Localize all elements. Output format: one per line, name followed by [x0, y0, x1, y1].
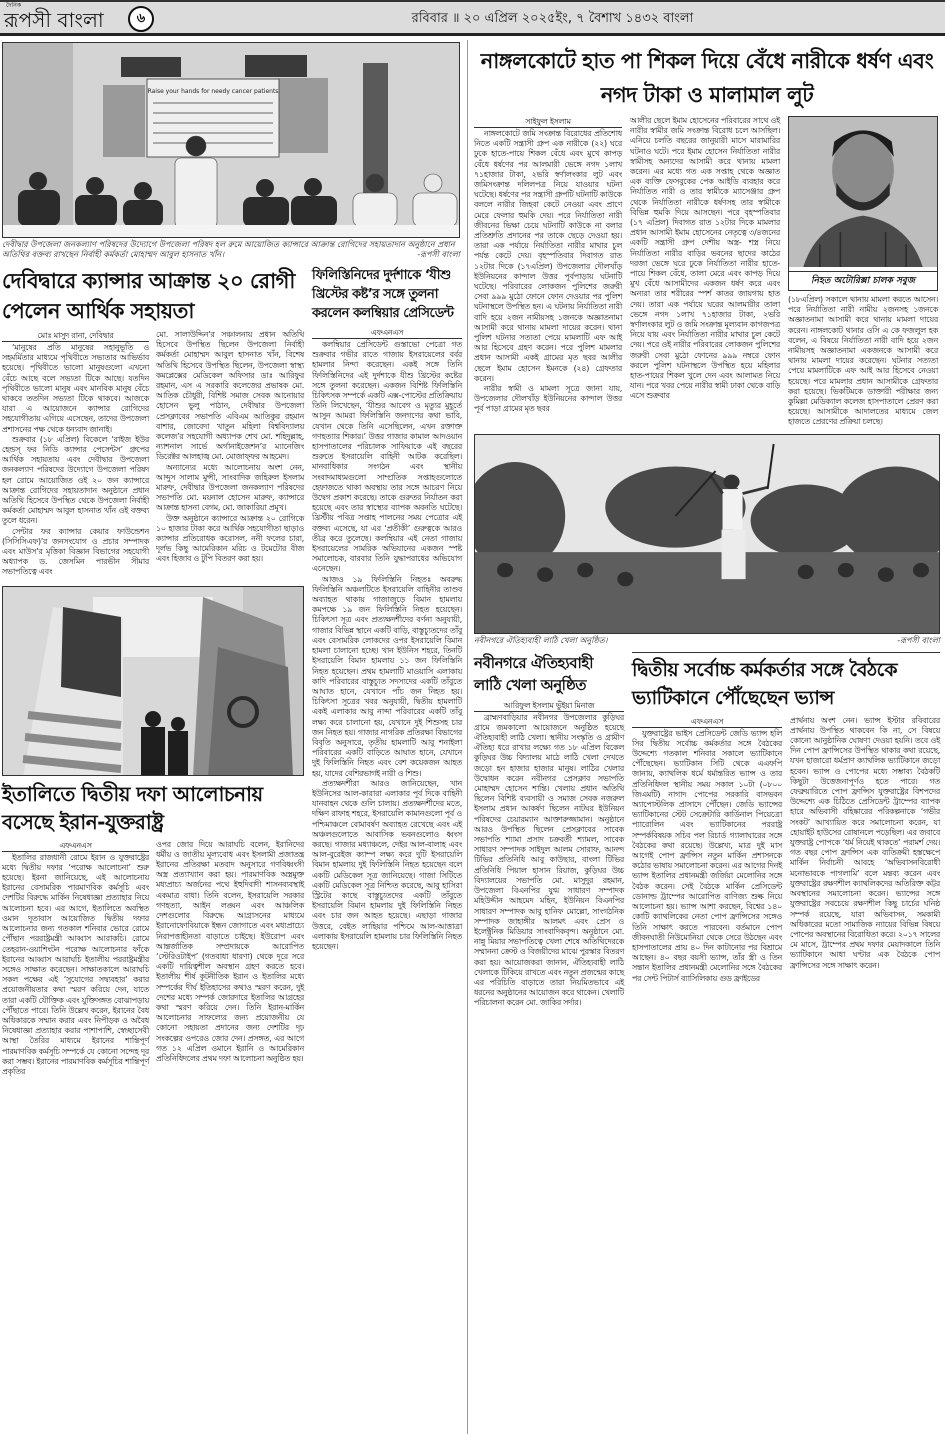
column-divider	[467, 40, 468, 1434]
date-line: রবিবার ॥ ২০ এপ্রিল ২০২৫ইং, ৭ বৈশাখ ১৪৩২ বাংলা	[411, 11, 694, 26]
victim-photo-caption: নিহত অটোরিক্সা চালক সবুজ	[789, 271, 937, 290]
wall-sign-left	[121, 57, 181, 77]
iran-column-1	[2, 840, 149, 1077]
iran-paragraph: ওপর জোর দিয়ে আরাঘচি বলেন, ইরানিদের ধর্মীয় ও জাতীয় মূল্যবোধ এবং ইসলামী প্রজাতন্ত্র ইরানের প্রতিরক্ষা মতবাদ অনুসারে গণবিধ্বংসী অস্ত্র প্রত্যাখ্যান করা হয়। পারমাণবিক অস্ত্রমুক্ত মধ্যপ্রাচ্য অর্জনের পথে ইহুদিবাদী শাসনব্যবস্থাই একমাত্র বাধা। তিনি বলেন, ইসরায়েলি সরকার গণহত্যা, আইন লঙ্ঘন এবং আঞ্চলিক দেশগুলোর বিরুদ্ধে আগ্রাসনের মাধ্যমে ইরানোফোবিয়াকে ইন্ধন জোগাতে এবং মধ্যপ্রাচ্যে নিরাপত্তাহীনতা বাড়াতে চাইছে। ইউরোপ এবং আন্তর্জাতিক সম্প্রদায়কে আরোপিত ‘স্টেরিওটাইপ’ (গতবাধা ধারণা) থেকে দূরে সরে একটি দায়িত্বশীল অবস্থান গ্রহণ করতে হবে। ইতালীয় শীর্ষ কূটনীতিক ইরান ও ইতালির মধ্যে সম্পর্কের দীর্ঘ ইতিহাসের কথাও স্মরণ করেন, দুই দেশের মধ্যে সম্পর্ক জোরদারে ইতালির আগ্রহের কথা স্মরণ করিয়ে দেন। তিনি ইরান-মার্কিন আলোচনার সাফল্যের জন্য প্রয়োজনীয় যে কোনো সহায়তা প্রদানের জন্য দেশটির দৃঢ় সংকল্পের ওপরেও জোর দেন। প্রসঙ্গত, এর আগে গত ১২ এপ্রিল ওমানে ইরানি ও আমেরিকান প্রতিনিধিদলের প্রথম দফা আলোচনা অনুষ্ঠিত হয়।	[156, 839, 304, 1063]
palestine-headline: ফিলিস্তিনিদের দুর্দশাকে ‘যীশু খ্রিস্টের কষ্ট’র সঙ্গে তুলনা করলেন কলম্বিয়ার প্রেসিডেন্ট	[312, 268, 454, 321]
vance-byline: এফএনএস	[632, 716, 782, 728]
palestine-paragraph: প্রত্যক্ষদর্শীরা আরও জানিয়েছেন, খান ইউনিসের আল-কারারা এলাকার পূর্ব দিকে বাহিনী যানবাহন থেকে গুলি চালায়। প্রত্যক্ষদর্শীদের মতে, দক্ষিণ রাফাহ শহরে, ইসরায়েলি কামানগুলো পূর্ব ও পশ্চিমাঞ্চলে বোমাবর্ষণ অব্যাহত রেখেছে এবং এই অঞ্চলগুলোতে আবাসিক ভবনগুলোও ধ্বংস করছে। গাজার মধ্যাঞ্চলে, দেইর আল-বালাহ এবং আল-বুরেইজ ক্যাম্প লক্ষ্য করে দুটি ইসরায়েলি বিমান হামলায় দুই ফিলিস্তিনি নিহত হয়েছেন বলে একটি মেডিকেল সূত্র জানিয়েছে। গাজা সিটিতে একটি মেডিকেল সূত্র নিশ্চিত করেছে, আবু হাসিরা স্ট্রিটের কাছে বাস্তুচ্যুতদের একটি তাঁবুতে ইসরায়েলি বিমান হামলায় দুই ফিলিস্তিনি নিহত এবং চার জন আহত হয়েছে। এছাড়া গাজার উত্তরে, বেইত লাহিয়ার পশ্চিমে আল-আত্তাত্রা এলাকায় ইসরায়েলি হামলায় চার ফিলিস্তিনি নিহত হয়েছেন।	[312, 778, 462, 951]
nangalkot-paragraph: নাঙ্গলকোটে জমি সংক্রান্ত বিরোধের প্রতিশোধ নিতে একটি সন্ত্রাসী গ্রুপ এক নারীকে (২২) ঘরে ঢুকে হাতে-পায়ে শিকল বেঁধে এবং মুখে কাপড় বেঁধে ধর্ষণের পর আলমারী ভেঙ্গে নগদ ১লাখ ৭১হাজার টাকা, ২ভরি স্বর্ণালংকার লুট এবং জমিসংক্রান্ত দলিলপত্র নিয়ে যাওয়ার ঘটনা ঘটেছে। ধর্ষণের পর সন্ত্রাসী গ্রুপটি ঘটনাটি কাউকে বললে নারীর জিহবা কেটে নেওয়া এবং প্রাণে মেরে ফেলার হুমকি দেয়। পরে নির্যাতিতা নারী জীবনের ভিক্ষা চেয়ে ঘটনাটি কাউকে না বলার প্রতিশ্রুতি প্রদানের পর তাকে ছেড়ে দেওয়া হয়। তারা এক পর্যায়ে নির্যাতিতা নারীর মাথার চুল পর্যন্ত কেটে দেয়। বৃহস্পতিবার দিবাগত রাত ১২টার দিকে (১৭এপ্রিল) উপজেলার দৌলখাঁড় ইউনিয়নের কান্দাল উত্তর পূর্বপাড়ায় ঘটনাটি ঘটেছে। পরিবারের লোকজন পুলিশের জরুরী সেবা ৯৯৯ মুঠো ফোনে ফোন দেওয়ার পর পুলিশ ঘটনাস্থলে উপস্থিত হন। এ ঘটনায় নির্যাতিতা নারী বাদি হয়ে ২জন নামীয়সহ ১জনকে অজ্ঞাতনামা আসামী করে থানায় মামলা দায়ের করেন। থানা পুলিশ ঘটনার সত্যতা পেয়ে মামলাটি এফ আই আর হিসেবে গ্রহণ করেন। পরে পুলিশ মামলার প্রধান আসামী একই গ্রামের মৃত ছবর আলীর ছেলে ইমাম হোসেন ইমনকে (২৪) গ্রেফতার করেন।	[474, 129, 622, 383]
cancer-headline: দেবিদ্বারে ক্যান্সার আক্রান্ত ২০ রোগী পেলেন আর্থিক সহায়তা	[2, 269, 295, 323]
left-body-row	[2, 266, 462, 1077]
vance-paragraph: প্রার্থনায় অংশ নেন। ভ্যান্স ইস্টার রবিবারের প্রার্থনায় উপস্থিত থাকবেন কি না, সে বিষয়ে কোনো আনুষ্ঠানিক ঘোষণা দেওয়া হয়নি। তবে ওই দিন পোপ ফ্রান্সিসের উপস্থিত থাকার কথা রয়েছে, যখন হাজারো ধর্মপ্রাণ ক্যাথলিক ভ্যাটিকানে জড়ো হবেন। ভ্যান্স ও পোপের মধ্যে সম্ভাব্য বৈঠকটি কিছুটা উত্তেজনাপূর্ণও হতে পারে। গত ফেব্রুয়ারিতে পোপ ফ্রান্সিস যুক্তরাষ্ট্রের বিশপদের উদ্দেশ্যে এক চিঠিতে প্রেসিডেন্ট ট্রাম্পের ব্যাপক হারে অভিবাসী বহিষ্কারের পরিকল্পনাকে ‘গভীর সংকট’ আখ্যায়িত করে সমালোচনা করেন, যা হোয়াইট হাউসের রোষানলে পড়েছিল। এর জবাবে যুক্তরাষ্ট্র পোপকে ‘ধর্ম নিয়েই থাকতে’ পরামর্শ দেয়। গত বছর পোপ ফ্রান্সিস এক ব্যতিক্রমী হস্তক্ষেপে মার্কিন নির্বাচনী আবহে ‘অভিবাসনবিরোধী মনোভাবকে পাগলামি’ বলে মন্তব্য করেন এবং যুক্তরাষ্ট্রের রক্ষণশীল ক্যাথলিকদের অতিরিক্ত কট্টর অবস্থানের সমালোচনা করেন। ভ্যান্সের সঙ্গে যুক্তরাষ্ট্রের সবচেয়ে রক্ষণশীল কিছু চার্চের ঘনিষ্ঠ সম্পর্ক রয়েছে, যারা অভিবাসন, সমকামী অধিকারের মতো সামাজিক ন্যায়ের বিভিন্ন বিষয়ে পোপের অবস্থানের বিরোধিতা করে। ২০১৭ সালের মে মাসে, ট্রাম্পের প্রথম দফার মেয়াদকালে তিনি ভ্যাটিকানে আধা ঘণ্টার এক বৈঠকে পোপ ফ্রান্সিসের সঙ্গে সাক্ষাৎ করেন।	[790, 715, 940, 970]
nangalkot-paragraph: নারীর স্বামী ও মামলা সূত্রে জানা যায়, উপজেলার দৌলখাঁড় ইউনিয়নের কান্দাল উত্তর পূর্ব পাড়া গ্রামের মৃত ছবর	[474, 384, 622, 414]
wall-sign-right	[245, 55, 307, 77]
cancer-event-photo	[2, 42, 460, 238]
meeting-scene-illustration	[3, 43, 460, 238]
lathi-photo-caption	[474, 636, 940, 646]
caption-text: নবীনগরে ঐতিহ্যবাহী লাঠি খেলা অনুষ্ঠিত।	[474, 635, 608, 645]
iran-paragraph: ইতালির রাজধানী রোমে ইরান ও যুক্তরাষ্ট্রের মধ্যে দ্বিতীয় দফার ‘পরোক্ষ আলোচনা’ শুরু হয়েছে। ইরনা জানিয়েছে, এই আলোচনায় ইরানের বেসামরিক পারমাণবিক কর্মসূচি এবং দেশটির বিরুদ্ধে মার্কিন নিষেধাজ্ঞা প্রত্যাহার নিয়ে আলোচনা হবে। এর আগে, ইতালিতে অবস্থিত ওমান দূতাবাস আয়োজিত দ্বিতীয় দফার আলোচনার জন্য গতকাল শনিবার ভোরে রোমে পৌঁছান পররাষ্ট্রমন্ত্রী আব্বাস আরাকচি। রোমে তেহরান-ওয়াশিংটন পরোক্ষ আলোচনার ফাঁকে ইরানের আব্বাস আরাঘচি ইতালীয় পররাষ্ট্রমন্ত্রীর সঙ্গেও সাক্ষাত করেছেন। সাক্ষাতকালে আরাঘচি সকল পক্ষের এই ‘সুযোগের সদ্ব্যবহার’ করার প্রয়োজনীয়তার কথা স্মরণ করিয়ে দেন, যাতে তারা একটি যৌক্তিক এবং যুক্তিসঙ্গত বোঝাপড়ায় পৌঁছাতে পারে। তিনি উল্লেখ করেন, ইরানের বৈধ অধিকারকে সম্মান করার এবং নিপীড়ক ও অবৈধ নিষেধাজ্ঞা প্রত্যাহার করার পাশাপাশি, স্বেচ্ছাসেবী আস্থা তৈরির মাধ্যমে ইরানের শান্তিপূর্ণ পারমাণবিক কর্মসূচি সম্পর্কে যে কোনো সন্দেহ দূর করা সম্ভব। ইরানের পারমাণবিক কর্মসূচির শান্তিপূর্ণ প্রকৃতির	[2, 852, 149, 1076]
lathi-khela-photo	[474, 434, 940, 634]
palestine-column	[312, 327, 462, 952]
victim-photo	[788, 116, 938, 291]
paper-logo: রূপসী বাংলা	[4, 8, 104, 32]
cancer-photo-caption	[2, 240, 460, 260]
nangalkot-column-3	[788, 295, 938, 428]
lathi-column	[474, 700, 624, 1009]
nangalkot-paragraph: (১৮এপ্রিল) সকালে থানায় মামলা করতে আসেন। পরে নির্যাতিতা নারী নামীয় ২জনসহ ১জনকে অজ্ঞাতনামা আসামী করে থানায় মামলা দায়ের করেন। নাঙ্গলকোট থানার ওসি এ কে ফজলুল হক বলেন, এ বিষয়ে নির্যাতিতা নারী বাদি হয়ে ২জন নামীয়সহ অজ্ঞাতনামা একজনকে আসামী করে থানায় মামলা দায়ের করেছেন। ঘটনার সত্যতা পেয়ে মামলাটিকে এফ আই আর হিসেবে নেওয়া হয়েছে। পরে মামলার প্রধান আসামীকে গ্রেফতার করা হয়েছে। ভিকটিমকে ডাক্তারী পরীক্ষার জন্য কুমিল্লা মেডিক্যাল কলেজ হাসপাতালে প্রেরণ করা হয়েছে। আসামীকে আদালতের মাধ্যমে জেল হাজতে প্রেরণের প্রক্রিয়া চলছে।	[788, 295, 938, 427]
page-number-badge: ৬	[128, 6, 154, 32]
lathi-byline: আরিফুল ইসলাম ভুঁইয়া মিনাজ	[474, 700, 624, 712]
vance-headline: দ্বিতীয় সর্বোচ্চ কর্মকর্তার সঙ্গে বৈঠকে ভ্যাটিকানে পৌঁছেছেন ভ্যান্স	[632, 658, 898, 709]
iran-headline: ইতালিতে দ্বিতীয় দফা আলোচনায় বসেছে ইরান-যুক্তরাষ্ট্র	[2, 781, 263, 834]
left-stack	[2, 266, 304, 1077]
palestine-paragraph: আজও ১৯ ফিলিস্তিনি নিহতঃ অবরুদ্ধ ফিলিস্তিনি অঞ্চলটিতে ইসরায়েলি বাহিনীর তাণ্ডব অব্যাহত থাকায় গাজাজুড়ে বিমান হামলায় কমপক্ষে ১৯ জন ফিলিস্তিনি নিহত হয়েছেন। চিকিৎসা সূত্র এবং প্রত্যক্ষদর্শীদের বর্ণনা অনুযায়ী, গাজার বিভিন্ন স্থানে একটি বাড়ি, বাস্তুচ্যুতদের তাঁবু এবং বেসামরিক লোকদের ওপর ইসরায়েলি বিমান হামলা চালানো হচ্ছে। খান ইউনিস শহরে, তিনটি ইসরায়েলি বিমান হামলায় ১১ জন ফিলিস্তিনি নিহত হয়েছেন। প্রথম হামলাটি মাওয়াসি এলাকায় কাদি পরিবারের বাস্তুচ্যুত সদস্যদের একটি তাঁবুতে আঘাত হানে, যেখানে পাঁচ জন নিহত হয়। চিকিৎসা সূত্রের খবর অনুযায়ী, দ্বিতীয় হামলাটি একই এলাকার আবু নাব্দা পরিবারের একটি তাঁবু লক্ষ্য করে চালানো হয়, যেখানে দুই শিশুসহ চার জন নিহত হয়। গাজার নাগরিক প্রতিরক্ষা বিভাগের বিবৃতি অনুসারে, তৃতীয় হামলাটি আবু শনাইলা পরিবারের একটি বাড়িতে আঘাত হানে, যেখানে দুই ফিলিস্তিনি নিহত এবং বেশ কয়েকজন আহত হয়, যাদের বেশিরভাগই নারী ও শিশু।	[312, 574, 462, 778]
vance-paragraph: যুক্তরাষ্ট্রের ভাইস প্রেসিডেন্ট জেডি ভ্যান্স হলি সির দ্বিতীয় সর্বোচ্চ কর্মকর্তার সঙ্গে বৈঠকের উদ্দেশ্যে গতকাল শনিবার সকালে ভ্যাটিকানে পৌঁছেছেন। ভ্যাটিকান সিটি থেকে এএফপি জানায়, ক্যাথলিক ধর্মে ধর্মান্তরিত ভ্যান্স ও তার প্রতিনিধিদল স্থানীয় সময় সকাল ১০টা (০৮০০ জিএমটি) নাগাদ পোপের সরকারি বাসভবন অ্যাপোস্টলিক প্রাসাদে পৌঁছেন। জেডি ভ্যান্সের ভ্যাটিকানের স্টেট সেক্রেটারি কার্ডিনাল পিয়েত্রো প্যারোলিন এবং ভ্যাটিকানের পররাষ্ট্র সম্পর্কবিষয়ক সচিব পল রিচার্ড গ্যালাঘারের সঙ্গে বৈঠকের কথা রয়েছে। উল্লেখ্য, মাত্র দুই মাস আগেই পোপ ফ্রান্সিস নতুন মার্কিন প্রশাসনকে কঠোর ভাষায় সমালোচনা করেন। এর আগের দিনই ভ্যান্স ইতালির প্রধানমন্ত্রী জর্জিয়া মেলোনির সঙ্গে বৈঠক করেন। সেই বৈঠকে মার্কিন প্রেসিডেন্ট ডোনাল্ড ট্রাম্পের আরোপিত বাণিজ্য শুল্ক নিয়ে আলোচনা হয়। ভ্যান্স আশা করছেন, বিশ্বের ১৪০ কোটি ক্যাথলিকের নেতা পোপ ফ্রান্সিসের সঙ্গেও তিনি সাক্ষাৎ করতে পারবেন। বর্তমানে পোপ জীবনঘাতী নিউমোনিয়া থেকে সেরে উঠছেন এবং হাসপাতালের প্রায় ৪০ দিন কাটানোর পর বিশ্রামে আছেন। ৪০ বছর বয়সী ভ্যান্স, তাঁর স্ত্রী ও তিন সন্তান ইতালির প্রধানমন্ত্রী মেলোনির সঙ্গে বৈঠকের পর সেন্ট পিটার্স ব্যাসিলিকায় গুড ফ্রাইডের	[632, 728, 782, 983]
nangalkot-paragraph: আলীর ছেলে ইমাম হোসেনের পরিবারের সাথে ওই নারীর স্বামীর জমি সংক্রান্ত বিরোধ চলে আসছিল। এনিয়ে চলতি বছরের জানুয়ারী মাসে মারামারির ঘটনাও ঘটে। পরে ইমাম হোসেন নির্যাতিতা নারীর স্বামীসহ অন্যদের আসামী করে থানায় মামলা করেন। এর মধ্যে গত এক সপ্তাহ থেকে অজ্ঞাত এক ব্যক্তি ফেসবুকের পেক আইডি ব্যবহার করে নির্যাতিত নারী ও তার স্বামীকে ম্যাসেঞ্জার গ্রুপ থেকে নির্যাতিতা নারীকে ধর্ষণসহ তার স্বামীকে বিভিন্ন হুমকি দিয়ে আসছেন। পরে বৃহস্পতিবার (১৭ এপ্রিল) দিবাগত রাত ১২টার দিকে মামলার প্রধান আসামী ইমাম হোসেনের নেতৃত্বে ৩/৪জনের একটি সন্ত্রাসী গ্রুপ দেশীয় অস্ত্র- শস্ত্র নিয়ে নির্যাতিতা নারীর বাড়ির ভবনের ছাদের কাঠের দরজা ভেঙ্গে ঘরে ঢুকে নির্যাতিতা নারীর হাতে-পায়ে শিকল বেঁধে, তালা মেরে এবং কাপড় দিয়ে মুখ বেঁধে আসামীদের একজন ধর্ষণ করে এবং অন্যরা তার শরীরের স্পর্শ কাতর জায়গায় হাত দেয়। তারা এক পর্যায়ে ঘরের আলমারীর তালা ভেঙ্গে নগদ ১লাখ ৭১হাজার টাকা, ২ভরি স্বর্ণালংকার লুট ও জমি সংক্রান্ত মূল্যবান কাগজপত্র নিয়ে যায় এবং নির্যাতিতা নারীর মাথার চুল কেটে দেয়। পরে ওই নারীর পরিবারের লোকজন পুলিশের জরুরী সেবা মুঠো ফোনের ৯৯৯ নম্বরে ফোন করলে পুলিশ ঘটনাস্থলে উপস্থিত হয়ে মহিলার হাত-পায়ের শিকল খুলে দেন এবং আলামত নিয়ে যান। পরে খবর পেয়ে নারীর স্বামী ঢাকা থেকে বাড়ি এসে শুক্রবার	[630, 116, 780, 401]
cancer-column-1	[2, 330, 149, 578]
nangalkot-column-2	[630, 116, 780, 402]
left-half	[2, 42, 462, 1077]
cancer-paragraph: ‘মানুষের প্রতি মানুষের সহানুভূতি ও সহমর্মিতার মাধ্যমে পৃথিবীতে সভ্যতার আভির্ভাব হয়েছে। পৃথিবীতে ভালো মানুষগুলো এখনো বেঁচে আছে বলে সভ্যতা টিকে আছে। যতদিন পৃথিবীতে ভালো মানুষ এবং মানবিক মানুষ বেঁচে থাকবে ততদিন সভ্যতা টিকে থাকবে। আজকে যারা এ আয়োজনে ক্যান্সার রোগিদের সহযোগীতায় এগিয়ে এসেছেন, তাদের উপজেলা প্রশাসনের পক্ষ থেকে ধন্যবাদ জানাই।	[2, 343, 149, 434]
lathi-paragraph: ব্রাহ্মণবাড়িয়ার নবীনগর উপজেলার কুড়িঘর গ্রামে জমকালো আয়োজনে অনুষ্ঠিত হয়েছে ঐতিহ্যবাহী লাঠি খেলা। স্থানীয় সংস্কৃতি ও গ্রামীণ ঐতিহ্য ধরে রাখার লক্ষ্যে গত ১৮ এপ্রিল বিকেল কুড়িঘর উচ্চ বিদ্যালয় মাঠে লাঠি খেলা দেখতে জড়ো হন হাজার হাজার মানুষ। লাঠির খেলার উদ্বোধন করেন নবীনগর প্রেসক্লাব সভাপতি মোহাম্মদ হোসেন শান্তি। খেলায় প্রধান অতিথি ছিলেন বিশিষ্ট ব্যবসায়ী ও সমাজ সেবক নজরুল ইসলাম প্রধান আকর্ষণ ছিলেন নাটঘর ইউনিয়ন পরিষদের চেয়ারম্যান আক্তারুজ্জামান। অনুষ্ঠানে আরও উপস্থিত ছিলেন প্রেসক্লাবের সাবেক সভাপতি শ্যামা প্রসাদ চক্রবর্তী শ্যামল, সাবেক সাধারণ সম্পাদক সাইদুল আলম সোরাফ, আনন্দ টিভির প্রতিনিধি আবু কাউছার, বাংলা টিভির প্রতিনিধি পিয়াল হাসান রিয়াজ, কুড়িঘর উচ্চ বিদ্যালয়ের সভাপতি মো. মাসুদুর রহমান, উপজেলা বিএনপির যুগ্ম সাধারণ সম্পাদক মহিউদ্দীন আহমেদ মহিন, ইউনিয়ন বিএনপির সাধারণ সম্পাদক আবু হানিফ মোল্লো, সাংগঠনিক সম্পাদক জাহাঙ্গীর আলমৎ এবং প্রেস ও ইলেক্ট্রনিক মিডিয়ার সাংবাদিকবৃন্দ। অনুষ্ঠানে মো. নান্নু মিয়ার সভাপতিত্বে খেলা শেষে অতিথিদেরকে সম্মাননা ক্রেস্ট ও বিজয়ীদের মাঝে পুরস্কার বিতরণ করা হয়। আয়োজকরা জানান, ঐতিহ্যবাহী লাঠি খেলাকে টিকিয়ে রাখতে এবং নতুন প্রজন্মের কাছে এর পরিচিতি বাড়াতে তারা নিয়মিতভাবে এই ধরনের অনুষ্ঠানের আয়োজন করে থাকেন। খেলাটি পরিচালনা করেন মো. জাকির সর্দার।	[474, 712, 624, 1008]
cancer-paragraph: অন্যান্যের মধ্যে আলোচনায় অংশ নেন, আব্দুস সালাম মুন্সী, সাংবাদিক জহিরুল ইসলাম মারুফ, দেবীদ্বার উপজেলা জনকল্যাণ পরিষদের সভাপতি মো. ময়নাল হোসেন মারুফ, ক্যান্সারে আক্রান্ত হাসনা বেগম, মো. জাকারিয়া প্রমূখ।	[156, 462, 304, 513]
masthead	[0, 0, 945, 36]
nangalkot-column-1	[474, 116, 622, 415]
lathi-headline: নবীনগরে ঐতিহ্যবাহী লাঠি খেলা অনুষ্ঠিত	[474, 653, 594, 694]
banner-text: Raise your hands for needy cancer patients	[147, 88, 279, 95]
iran-body	[2, 840, 304, 1077]
bottom-right-row	[474, 652, 940, 1009]
vance-column-2	[790, 716, 940, 971]
vance-column-1	[632, 716, 782, 984]
nangalkot-right-stack	[788, 116, 940, 428]
caption-text: দেবীদ্বার উপজেলা জনকল্যাণ পরিষদের উদ্যোগে উপজেলা পরিষদ হল রুমে আয়োজিত ক্যান্সারে আক্রান্ত রোগিদের সহায়তাদান অনুষ্ঠানে প্রধান অতিথির বক্তব্য রাখছেন নির্বাহী কর্মকর্তা মোহাম্মদ আবুল হাসনাত খাঁন।	[2, 240, 455, 259]
nangalkot-headline: নাঙ্গলকোটে হাত পা শিকল দিয়ে বেঁধে নারীকে ধর্ষণ এবং নগদ টাকা ও মালামাল লুট	[480, 49, 934, 107]
palestine-paragraph: কলম্বিয়ার প্রেসিডেন্ট গুস্তাভো পেত্রো গত শুক্রবার গভীর রাতে গাজায় ইসরায়েলের বর্বর হামলার নিন্দা করেছেন। একই সঙ্গে তিনি ফিলিস্তিনিদের এই দুর্দশাকে যীশু খ্রিস্টের কষ্টের সঙ্গে তুলনা করেছেন। একজন বিশিষ্ট ফিলিস্তিনি চিকিৎসক সম্পর্কে একটি এক্স-পোস্টের প্রতিক্রিয়ায় তিনি লিখেছেন, ‘যীশুর আবেগ ও মৃত্যুর মুহূর্তে আসুন আমরা ফিলিস্তিনি জনগণের কথা ভাবি, যেখান থেকে তিনি এসেছিলেন, এখন রক্তাক্ত গণহত্যার শিকার।’ উত্তর গাজার কামাল আদওয়ান হাসপাতালের পরিচালক সাফিয়াকে এই বছরের শুরুতে ইসরায়েলি বাহিনী আটক করেছিল। মানবাধিকার সংগঠন এবং স্থানীয় সংবাদমাধ্যমগুলো সাম্প্রতিক সপ্তাহগুলোতে হেফাজতে থাকা অবস্থায় তার সঙ্গে আচরণ নিয়ে উদ্বেগ প্রকাশ করেছে। তাকে গুরুতর নির্যাতন করা হয়েছে এবং তার স্বাস্থ্যের ব্যাপক অবনতি ঘটেছে। খ্রিস্টীয় পবিত্র সপ্তাহ পালনের সময় পেত্রোর এই বক্তব্য এসেছে, যা এর ‘প্রতীকী’ গুরুত্বকে আরও তীব্র করে তুলেছে। কলম্বিয়ার এই নেতা গাজায় ইসরায়েলের সামরিক অভিযানের একজন স্পষ্ট সমালোচক, বারবার তিনি যুদ্ধাপরাধের অভিযোগ এনেছেন।	[312, 340, 462, 574]
cancer-byline: মোঃ মাসুদ রানা, দেবিদ্বার	[2, 330, 149, 342]
cancer-paragraph: মো. সালাউদ্দিন’র সঞ্চালনায় প্রধান অতিথি হিসেবে উপস্থিত ছিলেন উপজেলা নির্বাহী কর্মকর্তা মোহাম্মদ আবুল হাসনাত খাঁন, বিশেষ অতিথি হিসেবে উপস্থিত ছিলেন, উপজেলা স্বাস্থ্য কমপ্লেক্সের মেডিকেল অফিসার ডাঃ আরিফুর রহমান, এস এ সরকারি কলেজের প্রভাষক মো. আতিক চৌধুরী, বিশিষ্ট সমাজ সেবক আনোয়ার হোসেন ভুলু পাঠান, দেবীদ্বার উপজেলা প্রেসক্লাবের সভাপতি এবিএম আতিকুর রহমান বাশার, জোবেদা খাতুন মহিলা বিশ্ববিদ্যালয় কলেজ’র সহযোগী অধ্যাপক শেখ মো. শহিদুল্লাহ, ন্যাশনাল সার্ভে অর্গানাইজেশন’র ম্যানেজিং ডিরেক্টর আলহাজ্ব মো. মোজাফ্ফর আহমেদ।	[156, 330, 304, 462]
cancer-body	[2, 330, 304, 578]
iran-talks-photo	[2, 586, 304, 776]
nangalkot-byline: সাইফুল ইসলাম	[474, 116, 622, 128]
nangalkot-body	[474, 116, 940, 428]
right-half	[474, 44, 940, 1009]
palestine-stack	[312, 266, 462, 952]
iran-column-2	[156, 840, 304, 1064]
iran-byline: এফএনএস	[2, 840, 149, 852]
palestine-byline: এফএনএস	[312, 327, 462, 339]
cancer-paragraph: সেন্টার ফর ক্যান্সার কেয়ার ফাউন্ডেশন (সিসিসিএফ)’র জনসংযোগ ও প্রচার সম্পাদক এবং মাউস’র মৃত্তিকা বিজ্ঞান বিভাগের সহযোগী অধ্যাপক ড. জেসমিন পারভীন সীমার সভাপতিত্বে এবং	[2, 526, 149, 577]
stick-fighting-illustration	[475, 435, 940, 634]
cancer-paragraph: উক্ত অনুষ্ঠানে ক্যান্সারে আক্রান্ত ২০ রোগিকে ১০ হাজার টাকা করে আর্থিক সহযোগীতা ছাড়াও ক্যান্সার প্রতিরোধক করোসল, ননী ফলের চারা, দূর্লভ কিছু আমেরিকান মরিচ ও টমেটোর বীজ এবং হিজাব ও টুপি বিতরণ করা হয়।	[156, 513, 304, 564]
vance-stack	[632, 652, 940, 984]
cancer-column-2	[156, 330, 304, 565]
photo-credit: -রূপসী বাংলা	[417, 250, 460, 259]
flags-illustration	[3, 587, 304, 776]
cancer-paragraph: শুক্রবার (১৮ এপ্রিল) বিকেলে ‘রাইজ ইউর হেন্ডস্ ফর নিডি ক্যান্সার পেসেন্টস’ গ্রুপের আর্থিক সহায়তায় এবং দেবীদ্বার উপজেলা জনকল্যাণ পরিষদের উদ্যোগে উপজেলা পরিষদ হল রোমে আয়োজিত ওই ২০ জন ক্যান্সারে আক্রান্ত রোগিদের সহায়তাদান অনুষ্ঠানে প্রধান অতিথি হিসেবে উপস্থিত থেকে উপজেলা নির্বাহী কর্মকর্তা মোহাম্মদ আবুল হাসনাত খাঁন ওই বক্তব্য তুলে ধরেন।	[2, 434, 149, 526]
crowd	[475, 552, 940, 634]
masthead-kicker: দৈনিক	[6, 2, 22, 9]
vance-body	[632, 716, 940, 984]
lathi-stack	[474, 652, 624, 1009]
photo-credit: -রূপসী বাংলা	[897, 635, 940, 645]
portrait-illustration	[789, 117, 937, 267]
